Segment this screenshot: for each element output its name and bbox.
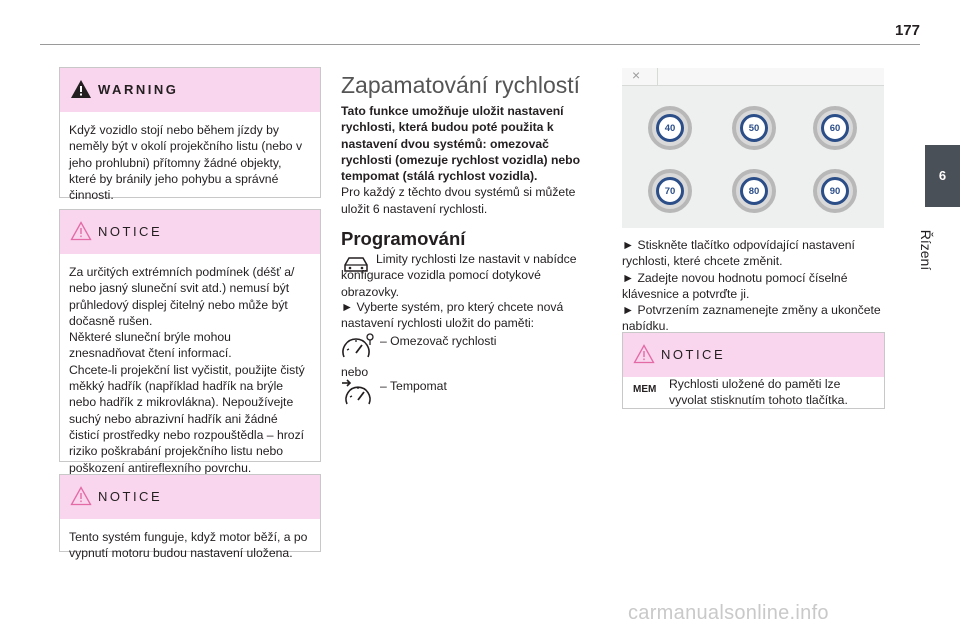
notice-1-paragraph-1: Za určitých extrémních podmínek (déšť a/ nebo jasný sluneční svit atd.) nemusí být průhledový displej čitelný nebo může být dočasně rušen. (69, 265, 295, 328)
mem-button-icon: MEM (633, 384, 657, 395)
speed-memory-screen (622, 68, 884, 228)
chapter-tab[interactable]: 6 (925, 145, 960, 207)
notice-label-3: NOTICE (661, 347, 726, 362)
notice-1-paragraph-2: Některé sluneční brýle mohou znesnadňovat čtení informací. (69, 330, 232, 361)
speed-value: 90 (821, 177, 849, 205)
header-divider (40, 44, 920, 45)
warning-text: Když vozidlo stojí nebo během jízdy by neměly být v okolí projekčního listu (nebo v jeho prohlubni) přítomny žádné objekty, které by bránily jeho pohybu a správné činnosti. (69, 123, 303, 203)
notice-box-1 (59, 209, 321, 475)
speed-value: 40 (656, 114, 684, 142)
intro-block (341, 103, 591, 217)
notice-box-3 (622, 332, 885, 409)
warning-label: WARNING (98, 82, 179, 97)
warning-box-header (60, 68, 320, 112)
programming-text: Limity rychlosti lze nastavit v nabídce konfigurace vozidla pomocí dotykové obrazovky. (341, 252, 577, 299)
speed-value: 80 (740, 177, 768, 205)
speed-button-60[interactable] (813, 106, 857, 150)
intro-text: Pro každý z těchto dvou systémů si můžete uložit 6 nastavení rychlosti. (341, 185, 576, 216)
subheading: Programování (341, 228, 466, 249)
speed-value: 70 (656, 177, 684, 205)
chapter-title: Řízení (918, 229, 934, 271)
right-instructions (622, 237, 887, 335)
speed-limiter-icon (341, 333, 375, 363)
notice-text-2: Tento systém funguje, když motor běží, a po vypnutí motoru budou nastavení uložena. (69, 530, 308, 561)
screen-header-bar (622, 68, 884, 86)
notice-box-2-header (60, 475, 320, 519)
close-icon[interactable]: × (632, 67, 641, 83)
screen-divider (657, 68, 658, 85)
step-select-system: ► Vyberte systém, pro který chcete nová nastavení rychlosti uložit do paměti: (341, 300, 564, 331)
speed-value: 50 (740, 114, 768, 142)
speed-button-80[interactable] (732, 169, 776, 213)
notice-body-1 (60, 254, 320, 476)
speed-button-40[interactable] (648, 106, 692, 150)
notice-icon (633, 344, 655, 364)
chapter-side-title (896, 210, 956, 300)
intro-bold-text: Tato funkce umožňuje uložit nastavení rychlosti, která budou poté použita k nastavení dvou systémů: omezovač rychlosti (omezuje rychlost vozidla) nebo tempomat (stálá rychlost vozidla). (341, 104, 581, 184)
notice-box-3-header (623, 333, 884, 377)
warning-box (59, 67, 321, 203)
cruise-control-icon (341, 378, 375, 408)
notice-box-2 (59, 474, 321, 561)
notice-label-2: NOTICE (98, 489, 163, 504)
notice-text-3: Rychlosti uložené do paměti lze vyvolat stisknutím tohoto tlačítka. (669, 377, 848, 408)
step-press-button: ► Stiskněte tlačítko odpovídající nastavení rychlosti, které chcete změnit. (622, 238, 855, 269)
step-enter-value: ► Zadejte novou hodnotu pomocí číselné klávesnice a potvrďte ji. (622, 270, 848, 301)
speed-value: 60 (821, 114, 849, 142)
notice-icon (70, 221, 92, 241)
notice-label-1: NOTICE (98, 224, 163, 239)
option-cruise-control: – Tempomat (380, 379, 447, 393)
notice-box-1-header (60, 210, 320, 254)
section-heading: Zapamatování rychlostí (341, 72, 581, 98)
speed-button-90[interactable] (813, 169, 857, 213)
or-text: nebo (341, 365, 369, 379)
speed-button-50[interactable] (732, 106, 776, 150)
option-speed-limiter: – Omezovač rychlosti (380, 334, 497, 348)
watermark: carmanualsonline.info (628, 602, 829, 624)
step-confirm: ► Potvrzením zaznamenejte změny a ukončete nabídku. (622, 303, 881, 334)
notice-1-paragraph-3: Chcete-li projekční list vyčistit, použijte čistý měkký hadřík (například hadřík na brýle nebo hadřík z mikrovlákna). Nepoužívejte suchý nebo abrazivní hadřík ani žádné čisticí prostředky nebo rozpouštědla – hrozí riziko poškrabání projekčního listu nebo poškození antireflexního povrchu. (69, 362, 305, 475)
speed-button-70[interactable] (648, 169, 692, 213)
notice-icon (70, 486, 92, 506)
page-number: 177 (894, 22, 920, 39)
warning-icon (70, 79, 92, 99)
